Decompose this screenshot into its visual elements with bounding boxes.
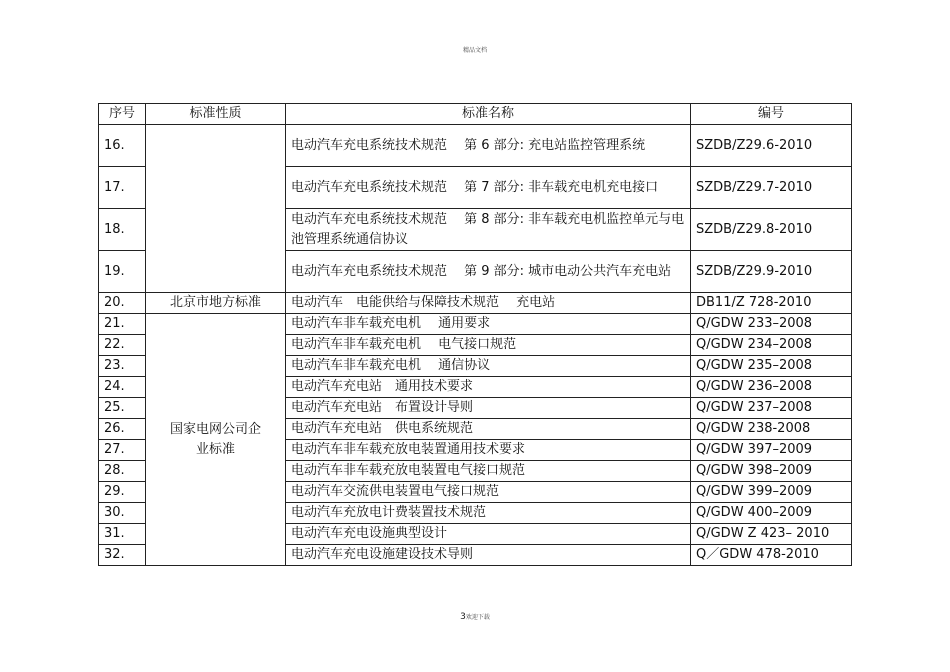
footer-text: 欢迎下载: [465, 614, 490, 621]
row-no: 26.: [99, 419, 146, 440]
table-row: [99, 125, 852, 167]
col-header-name: 标准名称: [286, 104, 691, 125]
row-code: Q/GDW 398–2009: [691, 461, 852, 482]
row-no: 29.: [99, 482, 146, 503]
row-code: SZDB/Z29.9-2010: [691, 251, 852, 293]
row-name: 电动汽车充电设施典型设计: [286, 524, 691, 545]
row-type: 北京市地方标准: [146, 293, 286, 314]
row-name: 电动汽车充放电计费装置技术规范: [286, 503, 691, 524]
header-watermark: 精品文档: [462, 47, 487, 54]
row-name: 电动汽车充电站 通用技术要求: [286, 377, 691, 398]
row-name: 电动汽车非车载充电机 通用要求: [286, 314, 691, 335]
row-no: 27.: [99, 440, 146, 461]
row-no: 31.: [99, 524, 146, 545]
row-code: DB11/Z 728-2010: [691, 293, 852, 314]
row-code: Q/GDW 237–2008: [691, 398, 852, 419]
row-code: SZDB/Z29.8-2010: [691, 209, 852, 251]
row-no: 19.: [99, 251, 146, 293]
row-name: 电动汽车充电系统技术规范 第 7 部分: 非车载充电机充电接口: [286, 167, 691, 209]
row-code: Q／GDW 478-2010: [691, 545, 852, 566]
row-no: 25.: [99, 398, 146, 419]
row-code: Q/GDW 399–2009: [691, 482, 852, 503]
table-header-row: [99, 104, 852, 125]
row-code: SZDB/Z29.7-2010: [691, 167, 852, 209]
row-no: 16.: [99, 125, 146, 167]
table-row: [99, 314, 852, 335]
row-code: Q/GDW 400–2009: [691, 503, 852, 524]
row-type: 国家电网公司企业标准: [146, 314, 286, 566]
row-no: 18.: [99, 209, 146, 251]
row-name: 电动汽车充电系统技术规范 第 9 部分: 城市电动公共汽车充电站: [286, 251, 691, 293]
page-footer: [0, 612, 950, 622]
col-header-code: 编号: [691, 104, 852, 125]
row-name: 电动汽车非车载充放电装置通用技术要求: [286, 440, 691, 461]
row-no: 28.: [99, 461, 146, 482]
row-code: Q/GDW 238-2008: [691, 419, 852, 440]
row-name: 电动汽车 电能供给与保障技术规范 充电站: [286, 293, 691, 314]
standards-table: [98, 103, 852, 566]
row-type-empty: [146, 125, 286, 293]
row-code: Q/GDW 397–2009: [691, 440, 852, 461]
table-row: [99, 293, 852, 314]
row-no: 23.: [99, 356, 146, 377]
row-name: 电动汽车充电设施建设技术导则: [286, 545, 691, 566]
row-code: Q/GDW Z 423– 2010: [691, 524, 852, 545]
row-code: Q/GDW 233–2008: [691, 314, 852, 335]
row-name: 电动汽车非车载充放电装置电气接口规范: [286, 461, 691, 482]
row-code: Q/GDW 234–2008: [691, 335, 852, 356]
row-name: 电动汽车充电系统技术规范 第 8 部分: 非车载充电机监控单元与电池管理系统通信协议: [286, 209, 691, 251]
row-name: 电动汽车充电站 布置设计导则: [286, 398, 691, 419]
col-header-type: 标准性质: [146, 104, 286, 125]
row-no: 32.: [99, 545, 146, 566]
row-no: 17.: [99, 167, 146, 209]
row-name: 电动汽车交流供电装置电气接口规范: [286, 482, 691, 503]
row-code: Q/GDW 236–2008: [691, 377, 852, 398]
row-no: 30.: [99, 503, 146, 524]
row-no: 24.: [99, 377, 146, 398]
row-no: 22.: [99, 335, 146, 356]
row-no: 20.: [99, 293, 146, 314]
row-name: 电动汽车充电系统技术规范 第 6 部分: 充电站监控管理系统: [286, 125, 691, 167]
row-no: 21.: [99, 314, 146, 335]
page-number: 3: [460, 612, 466, 622]
row-name: 电动汽车充电站 供电系统规范: [286, 419, 691, 440]
row-name: 电动汽车非车载充电机 电气接口规范: [286, 335, 691, 356]
row-code: Q/GDW 235–2008: [691, 356, 852, 377]
row-code: SZDB/Z29.6-2010: [691, 125, 852, 167]
col-header-no: 序号: [99, 104, 146, 125]
row-name: 电动汽车非车载充电机 通信协议: [286, 356, 691, 377]
